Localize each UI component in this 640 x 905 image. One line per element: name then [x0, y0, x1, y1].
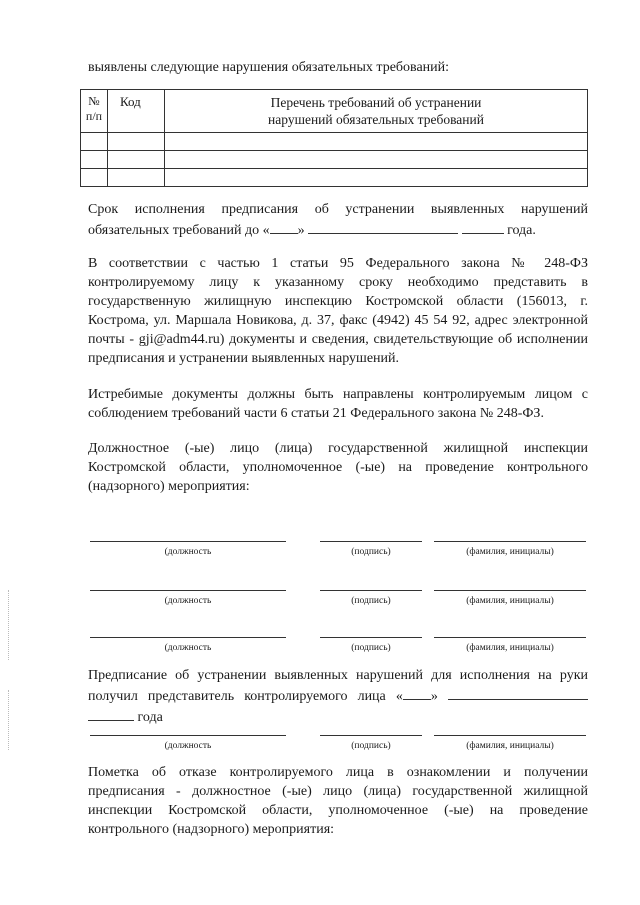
- deadline-paragraph: [88, 200, 588, 240]
- signature-caption: (подпись): [351, 643, 391, 653]
- name-caption: (фамилия, инициалы): [466, 596, 554, 606]
- margin-scan-marks: [8, 590, 11, 660]
- position-line[interactable]: [90, 541, 286, 542]
- name-line[interactable]: [434, 541, 586, 542]
- signature-line[interactable]: [320, 735, 422, 736]
- receipt-paragraph: [88, 666, 588, 727]
- header-code: Код: [108, 90, 165, 133]
- table-row: [81, 169, 588, 187]
- violations-table-header: [81, 90, 588, 133]
- margin-scan-marks-lower: [8, 690, 11, 750]
- name-line[interactable]: [434, 735, 586, 736]
- intro-text: выявлены следующие нарушения обязательных требований:: [88, 60, 450, 75]
- deadline-year-field[interactable]: [462, 219, 504, 234]
- deadline-quote: »: [297, 223, 305, 238]
- name-caption: (фамилия, инициалы): [466, 547, 554, 557]
- position-caption: (должность: [164, 596, 212, 606]
- position-line[interactable]: [90, 735, 286, 736]
- name-caption: (фамилия, инициалы): [466, 643, 554, 653]
- receipt-quote: »: [430, 689, 438, 704]
- position-caption: (должность: [164, 547, 212, 557]
- position-caption: (должность: [164, 741, 212, 751]
- documents-paragraph: Истребимые документы должны быть направлены контролируемым лицом с соблюдением требований части 6 статьи 21 Федерального закона № 248-ФЗ.: [88, 387, 588, 421]
- header-requirements-line2: нарушений обязательных требований: [268, 112, 484, 127]
- refusal-paragraph: Пометка об отказе контролируемого лица в ознакомлении и получении предписания - должностное (-ые) лицо (лица) государственной жилищной инспекции Костромской области, уполномоченное (-ые) на проведение контрольного (надзорного) мероприятия:: [88, 765, 588, 837]
- receipt-day-field[interactable]: [403, 685, 431, 700]
- header-number-line2: п/п: [85, 109, 103, 123]
- table-row: [81, 133, 588, 151]
- table-row: [81, 151, 588, 169]
- law-paragraph: В соответствии с частью 1 статьи 95 Федерального закона № 248-ФЗ контролируемому лицу к указанному сроку необходимо представить в государственную жилищную инспекцию Костромской области (156013, г. Кострома, ул. Маршала Новикова, д. 37, факс (4942) 45 54 92, адрес электронной почты - gji@adm44.ru) документы и сведения, свидетельствующие об исполнении предписания и устранении выявленных нарушений.: [88, 256, 588, 366]
- receipt-year-word: года: [137, 710, 163, 725]
- receipt-text: Предписание об устранении выявленных нарушений для исполнения на руки получил представитель контролируемого лица «: [88, 668, 588, 704]
- header-number: [81, 90, 108, 133]
- signature-line[interactable]: [320, 541, 422, 542]
- deadline-text: Срок исполнения предписания об устранении выявленных нарушений обязательных требований до «: [88, 202, 588, 238]
- signature-caption: (подпись): [351, 547, 391, 557]
- deadline-month-field[interactable]: [308, 219, 458, 234]
- header-requirements: [165, 90, 588, 133]
- signature-row: [88, 637, 588, 667]
- header-number-line1: №: [88, 94, 100, 108]
- header-requirements-line1: Перечень требований об устранении: [270, 95, 482, 110]
- name-line[interactable]: [434, 590, 586, 591]
- position-line[interactable]: [90, 590, 286, 591]
- violations-table: [80, 89, 588, 187]
- signature-row: [88, 590, 588, 620]
- deadline-day-field[interactable]: [270, 219, 298, 234]
- position-caption: (должность: [164, 643, 212, 653]
- receipt-year-field[interactable]: [88, 706, 134, 721]
- deadline-year-word: года.: [507, 223, 536, 238]
- signature-row: [88, 541, 588, 571]
- signature-line[interactable]: [320, 590, 422, 591]
- name-line[interactable]: [434, 637, 586, 638]
- name-caption: (фамилия, инициалы): [466, 741, 554, 751]
- receipt-month-field[interactable]: [448, 685, 588, 700]
- position-line[interactable]: [90, 637, 286, 638]
- signature-caption: (подпись): [351, 596, 391, 606]
- signature-row: [88, 735, 588, 765]
- signature-line[interactable]: [320, 637, 422, 638]
- signature-caption: (подпись): [351, 741, 391, 751]
- official-paragraph: Должностное (-ые) лицо (лица) государственной жилищной инспекции Костромской области, уполномоченное (-ые) на проведение контрольного (надзорного) мероприятия:: [88, 441, 588, 494]
